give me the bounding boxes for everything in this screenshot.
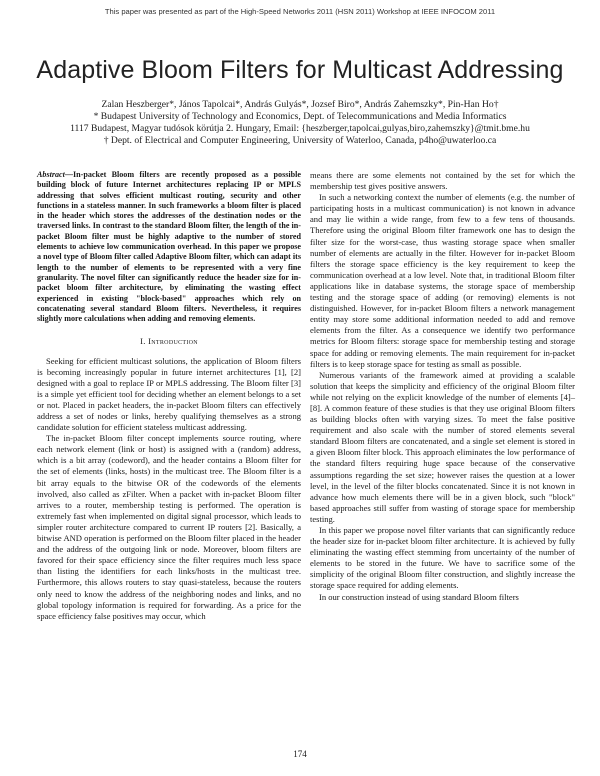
affiliation-address: 1117 Budapest, Magyar tudósok körútja 2. Hungary, Email: {heszberger,tapolcai,gulyas,biro,zahemszky}@tmit.bme.hu bbox=[70, 123, 530, 134]
paragraph: In such a networking context the number of elements (e.g. the number of participating hosts in a multicast communication) is not known in advance and may lie within a wide range, from few to a few tens of thousands. Therefore using the original Bloom filter framework one has to design the filter size for the worst-case, thus wasting storage space when smaller number of elements are actually in the filter. However for in-packet Bloom filters the storage space efficiency is the key requirement to keep the communication overhead at a low level. Note that, in traditional Bloom filter applications like in database systems, the storage space of membership testing and the storage space of adding (or removing) elements is not distinguished. However, for in-packet Bloom filters a network management entity may store some additional information needed to add and remove elements from the filter. As a consequence we identify two performance metrics for Bloom filters: storage space for membership testing and storage space for adding or removing elements. The main requirement for in-packet filters is to keep storage space for testing as small as possible. bbox=[310, 192, 575, 369]
paragraph: Seeking for efficient multicast solutions, the application of Bloom filters is becoming increasingly popular in future internet architectures [1], [2] designed with a goal to replace IP or MPLS addressing. The Bloom filter [3] is a simple yet efficient tool for deciding whether an element belongs to a set or not. Placed in packet headers, the in-packet Bloom filters can effectively address a set of nodes or links, hereby qualifying themselves as a strong candidate solution for efficient stateless multicast addressing. bbox=[37, 355, 301, 433]
paragraph: The in-packet Bloom filter concept implements source routing, where each network element (link or host) is assigned with a (random) address, which is a bit array (codeword), and the header contains a Bloom filter for the set of elements (links, hosts) in the multicast tree. The Bloom filter is a bit array equals to the bitwise OR of the codewords of the elements involved, also called as zFilter. When a packet with in-packet Bloom filter arrives to a router, membership testing is performed. The operation is extremely fast when implemented on digital signal processor, which leads to simpler router architecture compared to current IP routers [2]. Basically, a bitwise AND operation is performed on the Bloom filter placed in the header and the address of the outgoing link or node. Moreover, bloom filters are favored for their space efficiency since the filter requires much less space than listing the identifiers for each links/hosts in the multicast tree. Furthermore, this allows routers to stay quasi-stateless, because the routers only need to know the address of the neighboring nodes and links, and no global topology information is required for forwarding. As a price for the space efficiency false positives may occur, which bbox=[37, 433, 301, 621]
right-column bbox=[310, 170, 575, 603]
page-number: 174 bbox=[293, 749, 307, 759]
abstract bbox=[37, 170, 301, 324]
affiliation-1: * Budapest University of Technology and Economics, Dept. of Telecommunications and Media Informatics bbox=[93, 111, 507, 122]
affiliation-2: † Dept. of Electrical and Computer Engineering, University of Waterloo, Canada, p4ho@uwaterloo.ca bbox=[103, 135, 497, 146]
author-block bbox=[0, 99, 600, 147]
section-heading-introduction: I. Introduction bbox=[140, 336, 198, 347]
conference-note: This paper was presented as part of the High-Speed Networks 2011 (HSN 2011) Workshop at IEEE INFOCOM 2011 bbox=[104, 7, 496, 16]
paragraph: In our construction instead of using standard Bloom filters bbox=[319, 591, 519, 602]
paragraph: Numerous variants of the framework aimed at providing a scalable solution that keeps the simplicity and efficiency of the original Bloom filter while not relying on the explicit knowledge of the number of elements [4]–[8]. A common feature of these studies is that they use original Bloom filters as building blocks often with varying sizes. To meet the false positive requirement and also scale with the number of stored elements several standard Bloom filters are concatenated, and a single set element is stored in a given Bloom filter block. This approach eliminates the low performance of the standard filters requiring huge space because of the conservative assumptions regarding the set size; however raises the question at a lower level, in the level of the filter blocks concatenated. Since it is not known in advance how much elements there will be in a given block, such "block" based approaches still suffer from wasting of storage space for membership testing. bbox=[310, 369, 575, 524]
paper-title: Adaptive Bloom Filters for Multicast Addressing bbox=[36, 56, 564, 84]
abstract-text: —In-packet Bloom filters are recently proposed as a possible building block of future Internet architectures replacing IP or MPLS addressing that solves efficient multicast routing, security and other functions in a stateless manner. In such frameworks a bloom filter is placed in the header which stores the addresses of the destination nodes or the traversed links. In contrast to the standard Bloom filter, the length of the in-packet Bloom filter must be highly adaptive to the number of stored elements to achieve low communication overhead. In this paper we propose a novel type of Bloom filter called Adaptive Bloom filter, which can adapt its length to the number of elements to be represented with a very fine granularity. The novel filter can significantly reduce the header size for in-packet bloom filter architecture, by eliminating the wasting effect experienced in existing "block-based" approaches which rely on concatenating several standard Bloom filters. Nevertheless, it requires slightly more calculations when adding and removing elements. bbox=[37, 170, 301, 324]
left-column bbox=[37, 170, 301, 622]
abstract-lead: Abstract bbox=[37, 170, 65, 179]
paragraph: means there are some elements not contained by the set for which the membership test gives positive answers. bbox=[310, 170, 575, 192]
author-names: Zalan Heszberger*, János Tapolcai*, András Gulyás*, Jozsef Biro*, András Zahemszky*, Pin-Han Ho† bbox=[101, 99, 499, 110]
paragraph: In this paper we propose novel filter variants that can significantly reduce the header size for in-packet bloom filter architecture. It is achieved by fully eliminating the wasting effect stemming from uncertainty of the number of elements to be stored in the future. We have to sacrifice some of the simplicity of the original Bloom filter construction, and slightly increase the storage space required for adding elements. bbox=[310, 525, 575, 591]
